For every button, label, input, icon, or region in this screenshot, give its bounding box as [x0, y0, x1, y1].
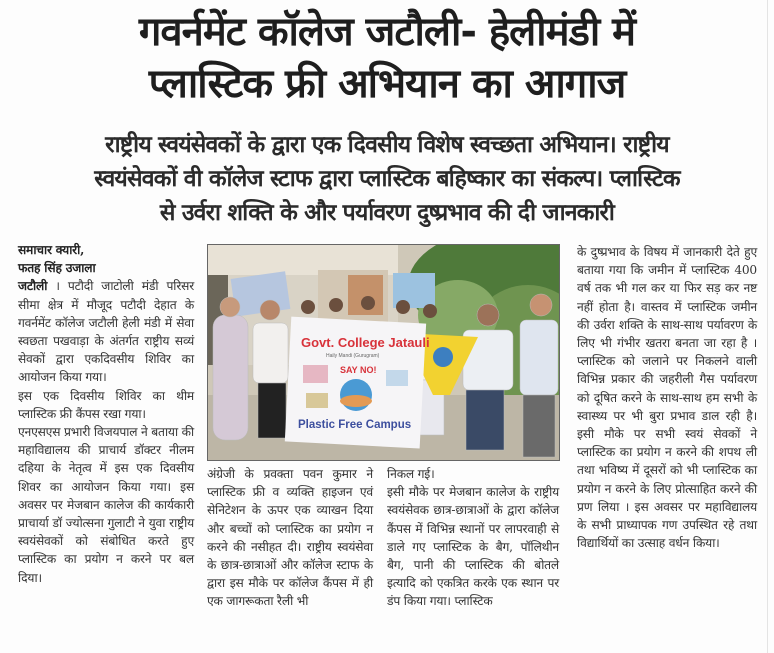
- headline-line-2: प्लास्टिक फ्री अभियान का आगाज: [148, 61, 626, 107]
- article-column-2: [207, 465, 373, 611]
- column-1-paragraph-1: [18, 277, 194, 386]
- svg-text:SAY NO!: SAY NO!: [340, 365, 377, 375]
- headline-line-1: गवर्नमेंट कॉलेज जटौली- हेलीमंडी में: [138, 9, 636, 55]
- column-4-paragraph-1: के दुष्प्रभाव के विषय में जानकारी देते हुए बताया गया कि जमीन में प्लास्टिक 400 वर्ष तक भी गल कर या फिर सड़ कर नष्ट नहीं होता है। वास्तव में प्लास्टिक जमीन की उर्वरा शक्ति के साथ-साथ पर्यावरण के लिए भी गंभीर खतरा बनता जा रहा है । प्लास्टिक को जलाने पर निकलने वाली विभिन्न प्रकार की जहरीली गैस पर्यावरण को दूषित करने के साथ-साथ हम सभी के स्वास्थ्य पर भी बुरा प्रभाव डाल रही है। इसी मौके पर सभी स्वयं सेवकों ने प्लास्टिक का प्रयोग न करने की शपथ ली तथा भविष्य में दूसरों को भी प्लास्टिक का प्रयोग न करने के लिए प्रोत्साहित करने की प्रण लिया । इस अवसर पर महाविद्यालय के सभी प्राध्यापक गण उपस्थित रहे तथा विद्यार्थियों का उत्साह वर्धन किया।: [577, 245, 757, 551]
- svg-text:Haily Mandi (Gurugram): Haily Mandi (Gurugram): [326, 353, 380, 359]
- subheadline-line-1: राष्ट्रीय स्वयंसेवकों के द्वारा एक दिवसीय विशेष स्वच्छता अभियान। राष्ट्रीय: [105, 132, 669, 158]
- event-photo: [207, 244, 560, 461]
- photo-illustration: [208, 245, 559, 460]
- article-column-4: [577, 243, 757, 552]
- column-3-paragraph-1: निकल गई।: [387, 467, 435, 481]
- subheadline-line-3: से उर्वरा शक्ति के और पर्यावरण दुष्प्रभाव की दी जानकारी: [159, 200, 615, 226]
- banner-footer-text: Plastic Free Campus: [298, 419, 412, 431]
- dateline: जटौली: [18, 279, 48, 294]
- banner-title-text: Govt. College Jatauli: [301, 335, 430, 350]
- column-3-paragraph-2: इसी मौके पर मेजबान कालेज के राष्ट्रीय स्वयंसेवक छात्र-छात्राओं के द्वारा कॉलेज कैंपस में विभिन्न स्थानों पर लापरवाही से डाले गए प्लास्टिक के बैग, पॉलिथीन बैग, पानी की प्लास्टिक की बोतले इत्यादि को एकत्रित करके एक स्थान पर डंप किया गया। प्लास्टिक: [387, 485, 559, 609]
- article-column-1: [18, 241, 194, 587]
- column-1-paragraph-3: एनएसएस प्रभारी विजयपाल ने बताया की महाविद्यालय की प्राचार्य डॉक्टर नीलम दहिया के नेतृत्व में इस एक दिवसीय शिवर का आयोजन किया गया। इस अवसर पर मेजबान कालेज की कार्यकारी प्राचार्या डॉ ज्योत्सना गुलाटी ने युवा राष्ट्रीय स्वयंसेवकों को संबोधित करते हुए प्लास्टिक का प्रयोग न करने पर बल दिया।: [18, 425, 194, 585]
- byline-source: समाचार क्यारी,: [18, 243, 85, 257]
- article-column-3: [387, 465, 559, 611]
- column-2-paragraph-1: अंग्रेजी के प्रवक्ता पवन कुमार ने प्लास्टिक फ्री व व्यक्ति हाइजन एवं सेनिटेशन के ऊपर एक व्याखन दिया और बच्चों को प्लास्टिक का प्रयोग न करने की नसीहत दी। राष्ट्रीय स्वयंसेवा के छात्र-छात्राओं और कॉलेज स्टाफ के द्वारा इस मौके पर कॉलेज कैंपस में ही एक जागरूकता रैली भी: [207, 467, 373, 609]
- byline-author: फतह सिंह उजाला: [18, 261, 96, 276]
- subheadline-line-2: स्वयंसेवकों वी कॉलेज स्टाफ द्वारा प्लास्टिक बहिष्कार का संकल्प। प्लास्टिक: [94, 166, 680, 192]
- column-1-paragraph-1-text: । पटौदी जाटोली मंडी परिसर सीमा क्षेत्र में मौजूद पटौदी देहात के गवर्नमेंट कॉलेज जटौली हेली मंडी में सेवा स्वछता पखवाड़ा के अंतर्गत राष्ट्रीय सव्यं सेवकों द्वारा एकदिवसीय शिविर का आयोजन किया गया।: [18, 279, 194, 385]
- plastic-free-banner: [285, 317, 430, 449]
- column-1-paragraph-2: इस एक दिवसीय शिविर का थीम प्लास्टिक फ्री कैंपस रखा गया।: [18, 388, 194, 421]
